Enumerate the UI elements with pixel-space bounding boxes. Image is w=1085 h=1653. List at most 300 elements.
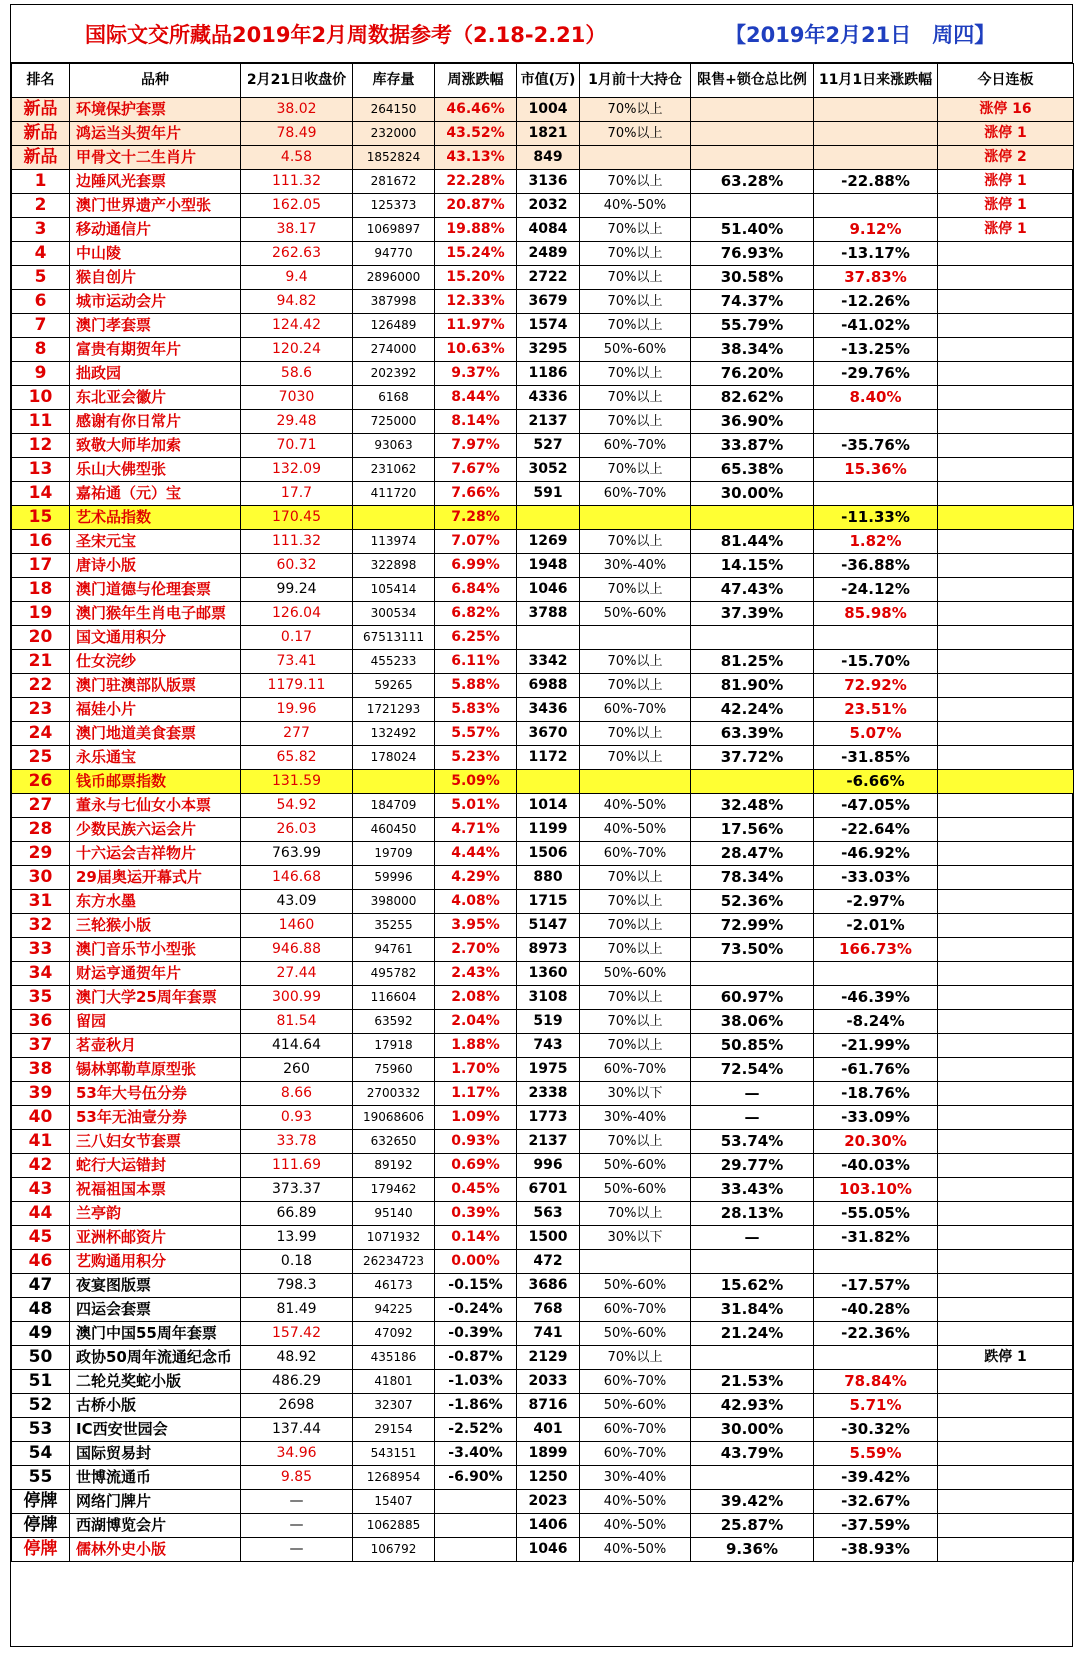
price-cell: 414.64	[241, 1034, 353, 1058]
lock-ratio-cell: 63.28%	[691, 170, 814, 194]
since-nov-cell: 5.71%	[814, 1394, 938, 1418]
rank-cell: 6	[12, 290, 70, 314]
since-nov-cell: -31.82%	[814, 1226, 938, 1250]
holding-cell: 40%-50%	[580, 1490, 691, 1514]
stock-cell: 19709	[353, 842, 435, 866]
change-cell: 22.28%	[435, 170, 517, 194]
since-nov-cell: -6.66%	[814, 770, 938, 794]
since-nov-cell: -13.17%	[814, 242, 938, 266]
holding-cell: 40%-50%	[580, 194, 691, 218]
since-nov-cell: 72.92%	[814, 674, 938, 698]
since-nov-cell: -39.42%	[814, 1466, 938, 1490]
name-cell: 仕女浣纱	[70, 650, 241, 674]
change-cell: 5.01%	[435, 794, 517, 818]
rank-cell: 33	[12, 938, 70, 962]
table-row	[12, 1442, 1074, 1466]
stock-cell: 435186	[353, 1346, 435, 1370]
spreadsheet	[10, 4, 1073, 1647]
holding-cell: 60%-70%	[580, 698, 691, 722]
change-cell: 4.71%	[435, 818, 517, 842]
stock-cell: 94225	[353, 1298, 435, 1322]
market-value-cell: 849	[517, 146, 580, 170]
change-cell: 20.87%	[435, 194, 517, 218]
table-row	[12, 602, 1074, 626]
table-row	[12, 1346, 1074, 1370]
streak-cell	[938, 938, 1074, 962]
streak-cell	[938, 386, 1074, 410]
price-cell: 124.42	[241, 314, 353, 338]
name-cell: 53年无油壹分券	[70, 1106, 241, 1130]
streak-cell	[938, 1082, 1074, 1106]
stock-cell: 725000	[353, 410, 435, 434]
change-cell: 5.88%	[435, 674, 517, 698]
table-row	[12, 1466, 1074, 1490]
lock-ratio-cell: 50.85%	[691, 1034, 814, 1058]
since-nov-cell: -12.26%	[814, 290, 938, 314]
rank-cell: 5	[12, 266, 70, 290]
stock-cell: 46173	[353, 1274, 435, 1298]
name-cell: 国际贸易封	[70, 1442, 241, 1466]
table-row	[12, 1226, 1074, 1250]
market-value-cell: 2129	[517, 1346, 580, 1370]
streak-cell	[938, 530, 1074, 554]
name-cell: 三八妇女节套票	[70, 1130, 241, 1154]
table-row	[12, 938, 1074, 962]
since-nov-cell: -40.28%	[814, 1298, 938, 1322]
change-cell: 5.83%	[435, 698, 517, 722]
price-cell: 0.93	[241, 1106, 353, 1130]
lock-ratio-cell	[691, 98, 814, 122]
change-cell: -0.87%	[435, 1346, 517, 1370]
table-row	[12, 1514, 1074, 1538]
stock-cell: 387998	[353, 290, 435, 314]
holding-cell: 70%以上	[580, 266, 691, 290]
table-row	[12, 698, 1074, 722]
market-value-cell: 1046	[517, 578, 580, 602]
streak-cell	[938, 410, 1074, 434]
stock-cell: 632650	[353, 1130, 435, 1154]
holding-cell	[580, 146, 691, 170]
title-bar	[11, 5, 1072, 63]
change-cell: 6.99%	[435, 554, 517, 578]
price-cell: 34.96	[241, 1442, 353, 1466]
rank-cell: 45	[12, 1226, 70, 1250]
header-rank: 排名	[12, 64, 70, 98]
price-cell: 260	[241, 1058, 353, 1082]
change-cell: 43.52%	[435, 122, 517, 146]
lock-ratio-cell: 42.93%	[691, 1394, 814, 1418]
change-cell: 5.09%	[435, 770, 517, 794]
stock-cell: 113974	[353, 530, 435, 554]
streak-cell	[938, 1418, 1074, 1442]
holding-cell: 70%以上	[580, 314, 691, 338]
table-row	[12, 674, 1074, 698]
since-nov-cell: -47.05%	[814, 794, 938, 818]
price-cell: 38.02	[241, 98, 353, 122]
name-cell: 财运亨通贺年片	[70, 962, 241, 986]
stock-cell	[353, 506, 435, 530]
market-value-cell: 4084	[517, 218, 580, 242]
holding-cell: 30%-40%	[580, 1466, 691, 1490]
market-value-cell: 8716	[517, 1394, 580, 1418]
lock-ratio-cell: 30.00%	[691, 1418, 814, 1442]
stock-cell: 495782	[353, 962, 435, 986]
change-cell	[435, 1490, 517, 1514]
price-cell: 946.88	[241, 938, 353, 962]
streak-cell	[938, 818, 1074, 842]
stock-cell: 543151	[353, 1442, 435, 1466]
price-cell: 111.69	[241, 1154, 353, 1178]
rank-cell: 48	[12, 1298, 70, 1322]
since-nov-cell: 1.82%	[814, 530, 938, 554]
change-cell: 2.08%	[435, 986, 517, 1010]
streak-cell	[938, 1202, 1074, 1226]
lock-ratio-cell: 39.42%	[691, 1490, 814, 1514]
price-cell: 58.6	[241, 362, 353, 386]
name-cell: 锡林郭勒草原型张	[70, 1058, 241, 1082]
holding-cell: 50%-60%	[580, 1274, 691, 1298]
holding-cell: 70%以上	[580, 866, 691, 890]
change-cell: 46.46%	[435, 98, 517, 122]
market-value-cell: 880	[517, 866, 580, 890]
price-cell: 1179.11	[241, 674, 353, 698]
change-cell: 6.11%	[435, 650, 517, 674]
name-cell: 福娃小片	[70, 698, 241, 722]
holding-cell: 30%以下	[580, 1226, 691, 1250]
rank-cell: 40	[12, 1106, 70, 1130]
table-row	[12, 1082, 1074, 1106]
holding-cell: 70%以上	[580, 650, 691, 674]
market-value-cell: 996	[517, 1154, 580, 1178]
price-cell: 60.32	[241, 554, 353, 578]
lock-ratio-cell	[691, 194, 814, 218]
streak-cell	[938, 482, 1074, 506]
header-change: 周涨跌幅	[435, 64, 517, 98]
name-cell: 边陲风光套票	[70, 170, 241, 194]
change-cell: 6.25%	[435, 626, 517, 650]
holding-cell: 70%以上	[580, 1130, 691, 1154]
price-cell: 81.54	[241, 1010, 353, 1034]
change-cell: -2.52%	[435, 1418, 517, 1442]
market-value-cell: 1948	[517, 554, 580, 578]
table-row	[12, 842, 1074, 866]
streak-cell	[938, 914, 1074, 938]
price-cell: —	[241, 1490, 353, 1514]
holding-cell: 70%以上	[580, 218, 691, 242]
header-stock: 库存量	[353, 64, 435, 98]
rank-cell: 41	[12, 1130, 70, 1154]
stock-cell: 179462	[353, 1178, 435, 1202]
market-value-cell: 1172	[517, 746, 580, 770]
market-value-cell: 3436	[517, 698, 580, 722]
name-cell: 圣宋元宝	[70, 530, 241, 554]
streak-cell	[938, 1010, 1074, 1034]
stock-cell: 59996	[353, 866, 435, 890]
stock-cell: 19068606	[353, 1106, 435, 1130]
streak-cell: 涨停 1	[938, 194, 1074, 218]
stock-cell: 63592	[353, 1010, 435, 1034]
streak-cell	[938, 554, 1074, 578]
rank-cell: 46	[12, 1250, 70, 1274]
name-cell: 世博流通币	[70, 1466, 241, 1490]
name-cell: 鸿运当头贺年片	[70, 122, 241, 146]
name-cell: 亚洲杯邮资片	[70, 1226, 241, 1250]
rank-cell: 12	[12, 434, 70, 458]
rank-cell: 30	[12, 866, 70, 890]
holding-cell: 70%以上	[580, 410, 691, 434]
lock-ratio-cell	[691, 146, 814, 170]
market-value-cell: 3136	[517, 170, 580, 194]
holding-cell: 60%-70%	[580, 1370, 691, 1394]
table-row	[12, 794, 1074, 818]
since-nov-cell	[814, 146, 938, 170]
name-cell: 致敬大师毕加索	[70, 434, 241, 458]
since-nov-cell: -13.25%	[814, 338, 938, 362]
rank-cell: 38	[12, 1058, 70, 1082]
name-cell: 少数民族六运会片	[70, 818, 241, 842]
lock-ratio-cell: 38.06%	[691, 1010, 814, 1034]
holding-cell: 70%以上	[580, 986, 691, 1010]
name-cell: 东北亚会徽片	[70, 386, 241, 410]
rank-cell: 3	[12, 218, 70, 242]
rank-cell: 4	[12, 242, 70, 266]
change-cell: -1.03%	[435, 1370, 517, 1394]
streak-cell	[938, 1538, 1074, 1562]
holding-cell: 70%以上	[580, 122, 691, 146]
table-row	[12, 890, 1074, 914]
streak-cell	[938, 1274, 1074, 1298]
name-cell: 艺购通用积分	[70, 1250, 241, 1274]
lock-ratio-cell: —	[691, 1226, 814, 1250]
price-cell: 54.92	[241, 794, 353, 818]
lock-ratio-cell: 14.15%	[691, 554, 814, 578]
market-value-cell: 1406	[517, 1514, 580, 1538]
stock-cell: 126489	[353, 314, 435, 338]
lock-ratio-cell	[691, 770, 814, 794]
streak-cell	[938, 1106, 1074, 1130]
stock-cell: 93063	[353, 434, 435, 458]
price-cell: 373.37	[241, 1178, 353, 1202]
stock-cell: 94761	[353, 938, 435, 962]
table-row	[12, 122, 1074, 146]
market-value-cell: 3788	[517, 602, 580, 626]
stock-cell: 47092	[353, 1322, 435, 1346]
change-cell: 0.45%	[435, 1178, 517, 1202]
streak-cell	[938, 890, 1074, 914]
market-value-cell: 1899	[517, 1442, 580, 1466]
rank-cell: 25	[12, 746, 70, 770]
name-cell: 四运会套票	[70, 1298, 241, 1322]
price-cell: 0.18	[241, 1250, 353, 1274]
since-nov-cell	[814, 194, 938, 218]
rank-cell: 37	[12, 1034, 70, 1058]
change-cell: -1.86%	[435, 1394, 517, 1418]
lock-ratio-cell	[691, 506, 814, 530]
market-value-cell: 1250	[517, 1466, 580, 1490]
header-row	[12, 64, 1074, 98]
stock-cell	[353, 770, 435, 794]
rank-cell: 14	[12, 482, 70, 506]
stock-cell: 281672	[353, 170, 435, 194]
stock-cell: 2896000	[353, 266, 435, 290]
table-row	[12, 482, 1074, 506]
rank-cell: 55	[12, 1466, 70, 1490]
price-cell: 78.49	[241, 122, 353, 146]
market-value-cell: 591	[517, 482, 580, 506]
change-cell: -0.24%	[435, 1298, 517, 1322]
market-value-cell: 2137	[517, 1130, 580, 1154]
rank-cell: 15	[12, 506, 70, 530]
streak-cell	[938, 362, 1074, 386]
price-cell: 111.32	[241, 170, 353, 194]
name-cell: 艺术品指数	[70, 506, 241, 530]
market-value-cell: 741	[517, 1322, 580, 1346]
header-holding: 1月前十大持仓	[580, 64, 691, 98]
since-nov-cell: 5.07%	[814, 722, 938, 746]
lock-ratio-cell	[691, 962, 814, 986]
lock-ratio-cell: 37.39%	[691, 602, 814, 626]
streak-cell	[938, 1514, 1074, 1538]
table-row	[12, 434, 1074, 458]
holding-cell: 60%-70%	[580, 1418, 691, 1442]
since-nov-cell	[814, 1250, 938, 1274]
since-nov-cell: 15.36%	[814, 458, 938, 482]
table-row	[12, 866, 1074, 890]
holding-cell: 50%-60%	[580, 602, 691, 626]
price-cell: 126.04	[241, 602, 353, 626]
market-value-cell: 3052	[517, 458, 580, 482]
market-value-cell: 1004	[517, 98, 580, 122]
stock-cell: 460450	[353, 818, 435, 842]
name-cell: 茗壶秋月	[70, 1034, 241, 1058]
change-cell: 1.17%	[435, 1082, 517, 1106]
change-cell: 4.44%	[435, 842, 517, 866]
market-value-cell: 2033	[517, 1370, 580, 1394]
since-nov-cell	[814, 122, 938, 146]
rank-cell: 24	[12, 722, 70, 746]
since-nov-cell: -61.76%	[814, 1058, 938, 1082]
lock-ratio-cell: 28.13%	[691, 1202, 814, 1226]
since-nov-cell: -11.33%	[814, 506, 938, 530]
stock-cell: 202392	[353, 362, 435, 386]
stock-cell: 94770	[353, 242, 435, 266]
market-value-cell: 1715	[517, 890, 580, 914]
stock-cell: 455233	[353, 650, 435, 674]
since-nov-cell: -46.39%	[814, 986, 938, 1010]
since-nov-cell: 103.10%	[814, 1178, 938, 1202]
change-cell: 15.24%	[435, 242, 517, 266]
table-row	[12, 458, 1074, 482]
lock-ratio-cell: 55.79%	[691, 314, 814, 338]
name-cell: 夜宴图版票	[70, 1274, 241, 1298]
lock-ratio-cell: 38.34%	[691, 338, 814, 362]
name-cell: 古桥小版	[70, 1394, 241, 1418]
streak-cell	[938, 746, 1074, 770]
stock-cell: 132492	[353, 722, 435, 746]
holding-cell: 30%-40%	[580, 554, 691, 578]
table-row	[12, 170, 1074, 194]
change-cell: 7.97%	[435, 434, 517, 458]
stock-cell: 35255	[353, 914, 435, 938]
change-cell: 1.88%	[435, 1034, 517, 1058]
holding-cell: 40%-50%	[580, 794, 691, 818]
price-cell: 66.89	[241, 1202, 353, 1226]
name-cell: 东方水墨	[70, 890, 241, 914]
holding-cell: 40%-50%	[580, 1514, 691, 1538]
rank-cell: 17	[12, 554, 70, 578]
stock-cell: 398000	[353, 890, 435, 914]
streak-cell	[938, 1298, 1074, 1322]
market-value-cell: 563	[517, 1202, 580, 1226]
rank-cell: 32	[12, 914, 70, 938]
table-row	[12, 1034, 1074, 1058]
header-streak: 今日连板	[938, 64, 1074, 98]
lock-ratio-cell: 76.93%	[691, 242, 814, 266]
price-cell: 26.03	[241, 818, 353, 842]
name-cell: 猴自创片	[70, 266, 241, 290]
streak-cell: 涨停 1	[938, 122, 1074, 146]
table-row	[12, 1178, 1074, 1202]
holding-cell	[580, 626, 691, 650]
table-row	[12, 1202, 1074, 1226]
market-value-cell: 4336	[517, 386, 580, 410]
table-row	[12, 650, 1074, 674]
since-nov-cell: -21.99%	[814, 1034, 938, 1058]
holding-cell: 70%以上	[580, 746, 691, 770]
lock-ratio-cell: 65.38%	[691, 458, 814, 482]
rank-cell: 16	[12, 530, 70, 554]
streak-cell	[938, 1250, 1074, 1274]
price-cell: 4.58	[241, 146, 353, 170]
holding-cell: 70%以上	[580, 98, 691, 122]
holding-cell: 70%以上	[580, 722, 691, 746]
change-cell: 6.82%	[435, 602, 517, 626]
price-cell: 9.4	[241, 266, 353, 290]
rank-cell: 新品	[12, 146, 70, 170]
stock-cell: 1721293	[353, 698, 435, 722]
rank-cell: 43	[12, 1178, 70, 1202]
since-nov-cell: -38.93%	[814, 1538, 938, 1562]
stock-cell: 17918	[353, 1034, 435, 1058]
since-nov-cell: -17.57%	[814, 1274, 938, 1298]
price-cell: 99.24	[241, 578, 353, 602]
price-cell: 27.44	[241, 962, 353, 986]
holding-cell: 50%-60%	[580, 338, 691, 362]
market-value-cell	[517, 506, 580, 530]
change-cell: 0.93%	[435, 1130, 517, 1154]
change-cell: -6.90%	[435, 1466, 517, 1490]
lock-ratio-cell: 28.47%	[691, 842, 814, 866]
price-cell: 300.99	[241, 986, 353, 1010]
change-cell: 4.08%	[435, 890, 517, 914]
lock-ratio-cell: 47.43%	[691, 578, 814, 602]
change-cell: -0.39%	[435, 1322, 517, 1346]
streak-cell	[938, 458, 1074, 482]
change-cell: 7.28%	[435, 506, 517, 530]
price-cell: 157.42	[241, 1322, 353, 1346]
date-label: 【2019年2月21日 周四】	[725, 22, 996, 47]
name-cell: 钱币邮票指数	[70, 770, 241, 794]
streak-cell: 涨停 16	[938, 98, 1074, 122]
price-cell: 1460	[241, 914, 353, 938]
rank-cell: 27	[12, 794, 70, 818]
holding-cell: 70%以上	[580, 242, 691, 266]
table-row	[12, 1130, 1074, 1154]
market-value-cell: 3108	[517, 986, 580, 1010]
since-nov-cell: -37.59%	[814, 1514, 938, 1538]
holding-cell: 70%以上	[580, 1010, 691, 1034]
name-cell: 拙政园	[70, 362, 241, 386]
